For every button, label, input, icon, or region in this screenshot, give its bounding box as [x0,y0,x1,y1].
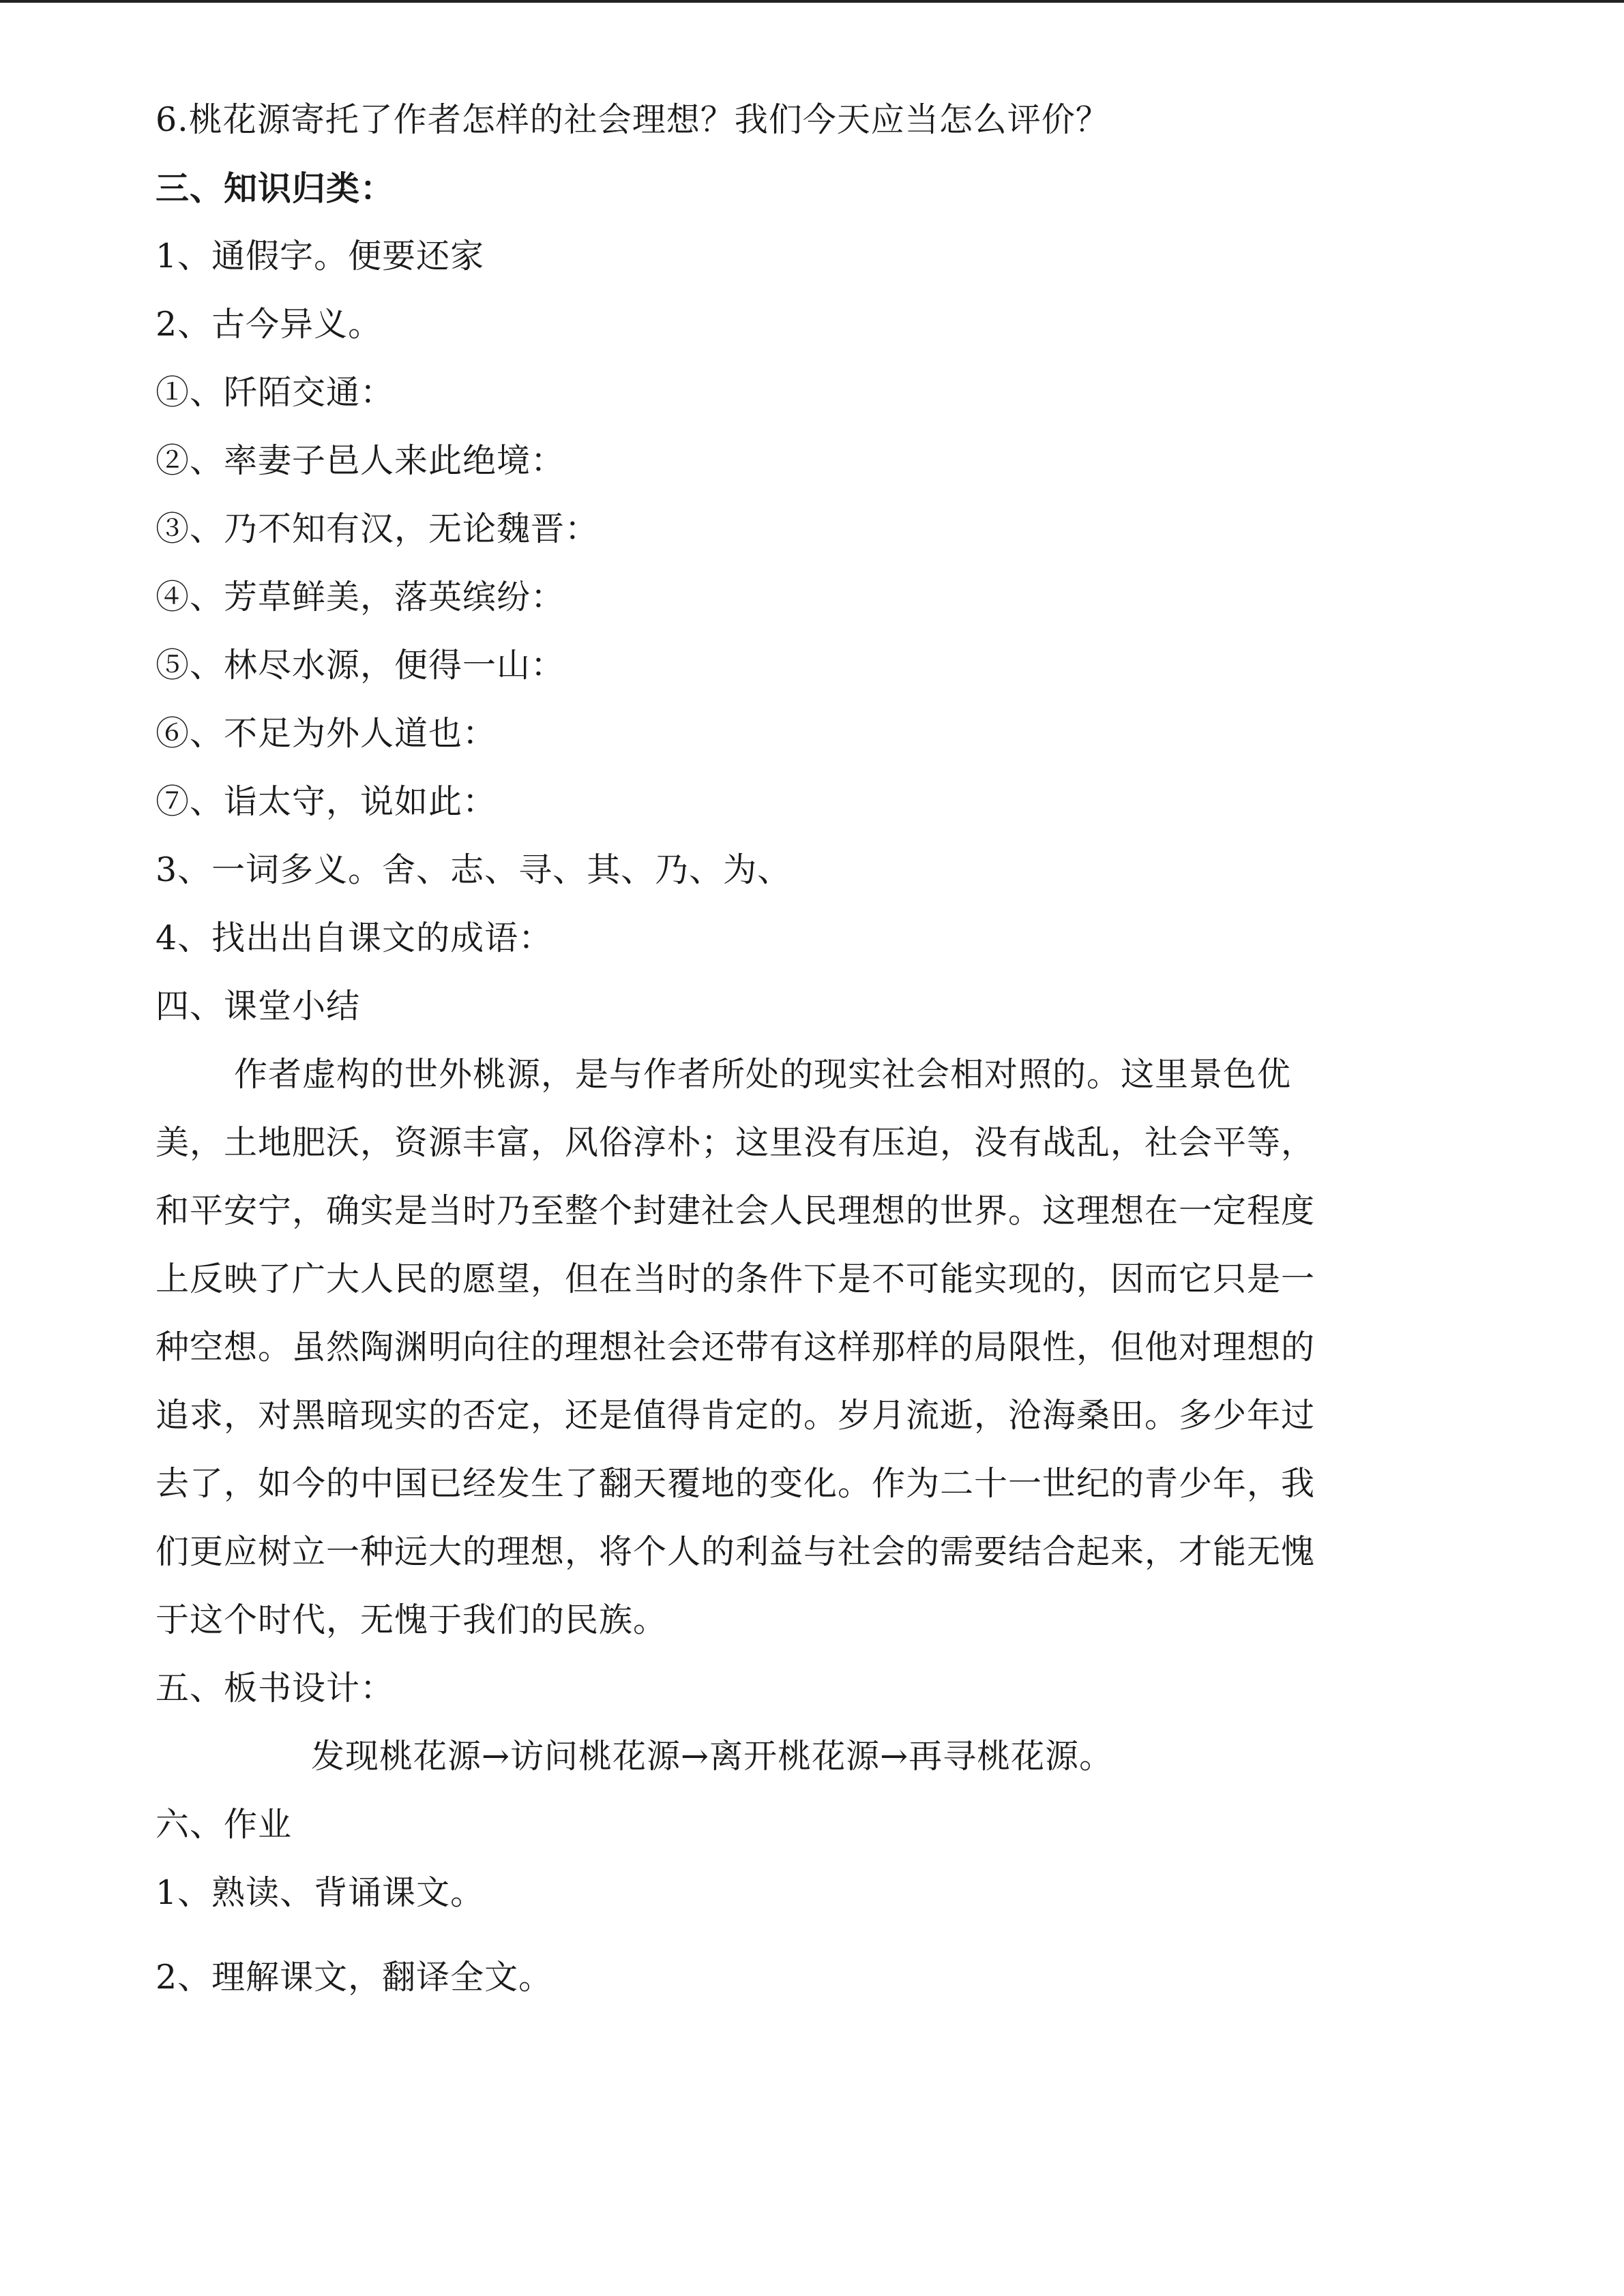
question-6: 6.桃花源寄托了作者怎样的社会理想？我们今天应当怎么评价？ [156,100,1110,139]
knowledge-item-1: 1、通假字。便要还家 [156,237,485,275]
summary-line-6: 追求，对黑暗现实的否定，还是值得肯定的。岁月流逝，沧海桑田。多少年过 [156,1396,1316,1435]
section-3-heading: 三、知识归类： [156,168,395,208]
summary-line-7: 去了，如今的中国已经发生了翻天覆地的变化。作为二十一世纪的青少年，我 [156,1464,1316,1503]
summary-line-5: 种空想。虽然陶渊明向往的理想社会还带有这样那样的局限性，但他对理想的 [156,1328,1316,1367]
ancient-meaning-item-6: ⑥、不足为外人道也： [156,714,497,753]
knowledge-item-2: 2、古今异义。 [156,305,383,344]
knowledge-item-4: 4、找出出自课文的成语： [156,919,553,957]
ancient-meaning-item-1: ①、阡陌交通： [156,373,395,412]
summary-line-1: 作者虚构的世外桃源，是与作者所处的现实社会相对照的。这里景色优 [234,1055,1292,1094]
summary-line-3: 和平安宁，确实是当时乃至整个封建社会人民理想的世界。这理想在一定程度 [156,1191,1316,1230]
homework-item-2: 2、理解课文，翻译全文。 [156,1958,553,1997]
summary-line-4: 上反映了广大人民的愿望，但在当时的条件下是不可能实现的，因而它只是一 [156,1259,1316,1298]
homework-item-1: 1、熟读、背诵课文。 [156,1873,485,1912]
summary-line-2: 美，土地肥沃，资源丰富，风俗淳朴；这里没有压迫，没有战乱，社会平等， [156,1123,1316,1162]
board-design: 发现桃花源→访问桃花源→离开桃花源→再寻桃花源。 [311,1737,1114,1776]
summary-line-9: 于这个时代，无愧于我们的民族。 [156,1600,668,1639]
ancient-meaning-item-7: ⑦、诣太守，说如此： [156,782,497,821]
ancient-meaning-item-2: ②、率妻子邑人来此绝境： [156,441,565,480]
section-4-heading: 四、课堂小结 [156,987,361,1026]
page-top-border [0,0,1624,3]
ancient-meaning-item-5: ⑤、林尽水源，便得一山： [156,646,565,685]
summary-line-8: 们更应树立一种远大的理想，将个人的利益与社会的需要结合起来，才能无愧 [156,1532,1316,1571]
ancient-meaning-item-4: ④、芳草鲜美，落英缤纷： [156,578,565,616]
ancient-meaning-item-3: ③、乃不知有汉，无论魏晋： [156,509,600,548]
section-6-heading: 六、作业 [156,1805,293,1844]
section-5-heading: 五、板书设计： [156,1669,395,1708]
knowledge-item-3: 3、一词多义。舍、志、寻、其、乃、为、 [156,850,792,889]
